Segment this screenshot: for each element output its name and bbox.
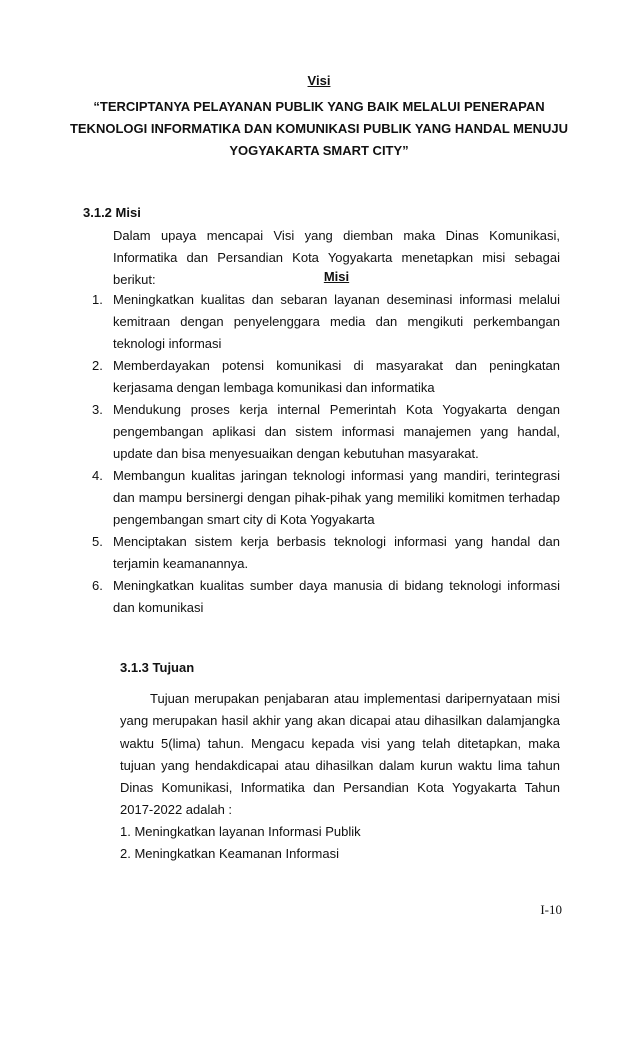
list-item-text: Mendukung proses kerja internal Pemerintah Kota Yogyakarta dengan pengembangan aplikasi dan sistem informasi manajemen yang handal, update dan bisa menyesuaikan dengan kebutuhan masyarakat. (113, 402, 560, 461)
misi-subtitle: Misi (323, 269, 350, 284)
tujuan-paragraph: Tujuan merupakan penjabaran atau implementasi daripernyataan misi yang merupakan hasil akhir yang akan dicapai atau dihasilkan dalamjangka waktu 5(lima) tahun. Mengacu kepada visi yang telah ditetapkan, maka tujuan yang hendakdicapai atau dihasilkan dalam kurun waktu lima tahun Dinas Komunikasi, Informatika dan Persandian Kota Yogyakarta Tahun 2017-2022 adalah : (120, 691, 560, 818)
list-item-number: 1. (92, 292, 103, 307)
list-item-text: Meningkatkan kualitas dan sebaran layanan deseminasi informasi melalui kemitraan dengan penyelenggara media dan mengikuti perkembangan teknologi informasi (113, 292, 560, 351)
list-item-number: 4. (92, 468, 103, 483)
visi-title: Visi (307, 73, 331, 88)
misi-intro-paragraph: Dalam upaya mencapai Visi yang diemban maka Dinas Komunikasi, Informatika dan Persandian Kota Yogyakarta menetapkan misi sebagai berikut: (113, 228, 560, 287)
list-item-text: Meningkatkan kualitas sumber daya manusia di bidang teknologi informasi dan komunikasi (113, 578, 560, 615)
list-item-text: Memberdayakan potensi komunikasi di masyarakat dan peningkatan kerjasama dengan lembaga komunikasi dan informatika (113, 358, 560, 395)
list-item: 1. Meningkatkan layanan Informasi Publik (120, 824, 361, 839)
list-item (92, 355, 560, 399)
list-item (92, 289, 560, 355)
list-item (92, 575, 560, 619)
list-item-text: Menciptakan sistem kerja berbasis teknologi informasi yang handal dan terjamin keamanannya. (113, 534, 560, 571)
list-item (92, 465, 560, 531)
misi-section-heading: 3.1.2 Misi (83, 205, 141, 220)
list-item: 2. Meningkatkan Keamanan Informasi (120, 846, 339, 861)
list-item-text: Membangun kualitas jaringan teknologi informasi yang mandiri, terintegrasi dan mampu bersinergi dengan pihak-pihak yang memiliki komitmen terhadap pengembangan smart city di Kota Yogyakarta (113, 468, 560, 527)
list-item (92, 399, 560, 465)
page-number: I-10 (540, 902, 562, 917)
list-item-number: 3. (92, 402, 103, 417)
list-item (92, 531, 560, 575)
list-item-number: 2. (92, 358, 103, 373)
list-item-number: 5. (92, 534, 103, 549)
visi-statement: “TERCIPTANYA PELAYANAN PUBLIK YANG BAIK MELALUI PENERAPAN TEKNOLOGI INFORMATIKA DAN KOMUNIKASI PUBLIK YANG HANDAL MENUJU YOGYAKARTA SMART CITY” (69, 99, 569, 158)
list-item-number: 6. (92, 578, 103, 593)
tujuan-section-heading: 3.1.3 Tujuan (120, 660, 195, 675)
misi-list (92, 289, 560, 619)
tujuan-list (120, 821, 560, 865)
